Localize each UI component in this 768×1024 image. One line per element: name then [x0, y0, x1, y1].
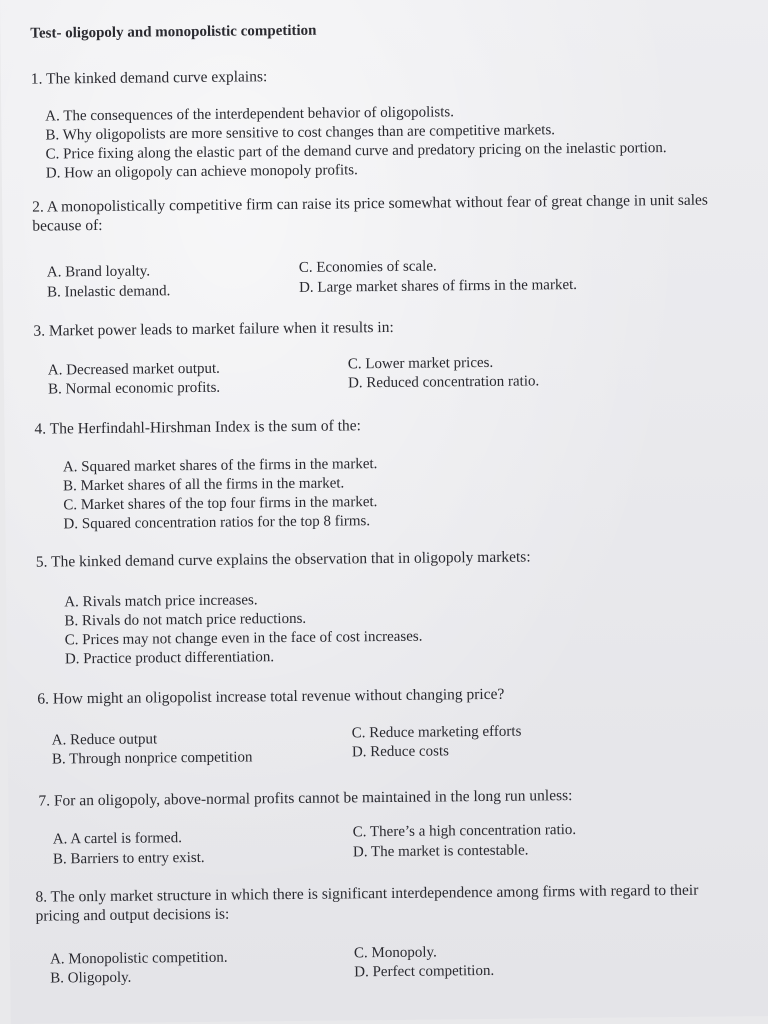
page-title: Test- oligopoly and monopolistic competition — [30, 22, 317, 42]
question-6: 6. How might an oligopolist increase total revenue without changing price? — [37, 685, 505, 708]
q8-option-c: C. Monopoly. — [353, 944, 437, 962]
q1-option-a: A. The consequences of the interdependent behavior of oligopolists. — [45, 104, 455, 125]
q6-option-c: C. Reduce marketing efforts — [351, 723, 522, 742]
q2-option-a: A. Brand loyalty. — [46, 263, 151, 281]
q5-option-c: C. Prices may not change even in the face of cost increases. — [64, 628, 423, 649]
q4-option-c: C. Market shares of the top four firms in the market. — [63, 494, 378, 514]
q1-option-b: B. Why oligopolists are more sensitive to cost changes than are competitive markets. — [45, 122, 556, 144]
q7-option-b: B. Barriers to entry exist. — [52, 849, 205, 868]
q6-option-d: D. Reduce costs — [351, 743, 450, 761]
q6-option-a: A. Reduce output — [51, 731, 158, 749]
q5-option-a: A. Rivals match price increases. — [64, 592, 258, 611]
q7-option-d: D. The market is contestable. — [352, 842, 529, 861]
q2-option-b: B. Inelastic demand. — [46, 283, 171, 301]
q4-option-a: A. Squared market shares of the firms in the market. — [62, 456, 378, 476]
q3-option-b: B. Normal economic profits. — [47, 379, 221, 398]
question-4: 4. The Herfindahl-Hirshman Index is the sum of the: — [34, 417, 362, 438]
q4-option-d: D. Squared concentration ratios for the top 8 firms. — [63, 513, 371, 533]
question-2: 2. A monopolistically competitive firm can raise its price somewhat without fear of great change in unit sales because of: — [32, 191, 709, 235]
q8-option-b: B. Oligopoly. — [50, 969, 132, 987]
question-7: 7. For an oligopoly, above-normal profits cannot be maintained in the long run unless: — [38, 787, 573, 810]
q3-option-c: C. Lower market prices. — [347, 354, 494, 373]
question-1: 1. The kinked demand curve explains: — [30, 68, 268, 88]
q6-option-b: B. Through nonprice competition — [51, 749, 253, 768]
q5-option-b: B. Rivals do not match price reductions. — [64, 610, 307, 630]
q3-option-d: D. Reduced concentration ratio. — [347, 373, 540, 392]
q3-option-a: A. Decreased market output. — [47, 360, 220, 379]
q8-option-a: A. Monopolistic competition. — [49, 949, 228, 968]
q1-option-d: D. How an oligopoly can achieve monopoly profits. — [45, 162, 358, 182]
q7-option-c: C. There’s a high concentration ratio. — [352, 822, 577, 841]
question-5: 5. The kinked demand curve explains the observation that in oligopoly markets: — [35, 548, 531, 571]
q5-option-d: D. Practice product differentiation. — [64, 649, 275, 668]
q4-option-b: B. Market shares of all the firms in the market. — [63, 475, 345, 495]
question-8: 8. The only market structure in which there is significant interdependence among firms with regard to their pricing and output decisions is: — [35, 881, 699, 925]
q2-option-c: C. Economies of scale. — [298, 258, 437, 276]
q1-option-c: C. Price fixing along the elastic part of the demand curve and predatory pricing on the inelastic portion. — [45, 140, 667, 163]
question-3: 3. Market power leads to market failure when it results in: — [33, 318, 394, 340]
q2-option-d: D. Large market shares of firms in the market. — [298, 276, 578, 296]
q7-option-a: A. A cartel is formed. — [52, 830, 183, 848]
q8-option-d: D. Perfect competition. — [354, 962, 495, 981]
